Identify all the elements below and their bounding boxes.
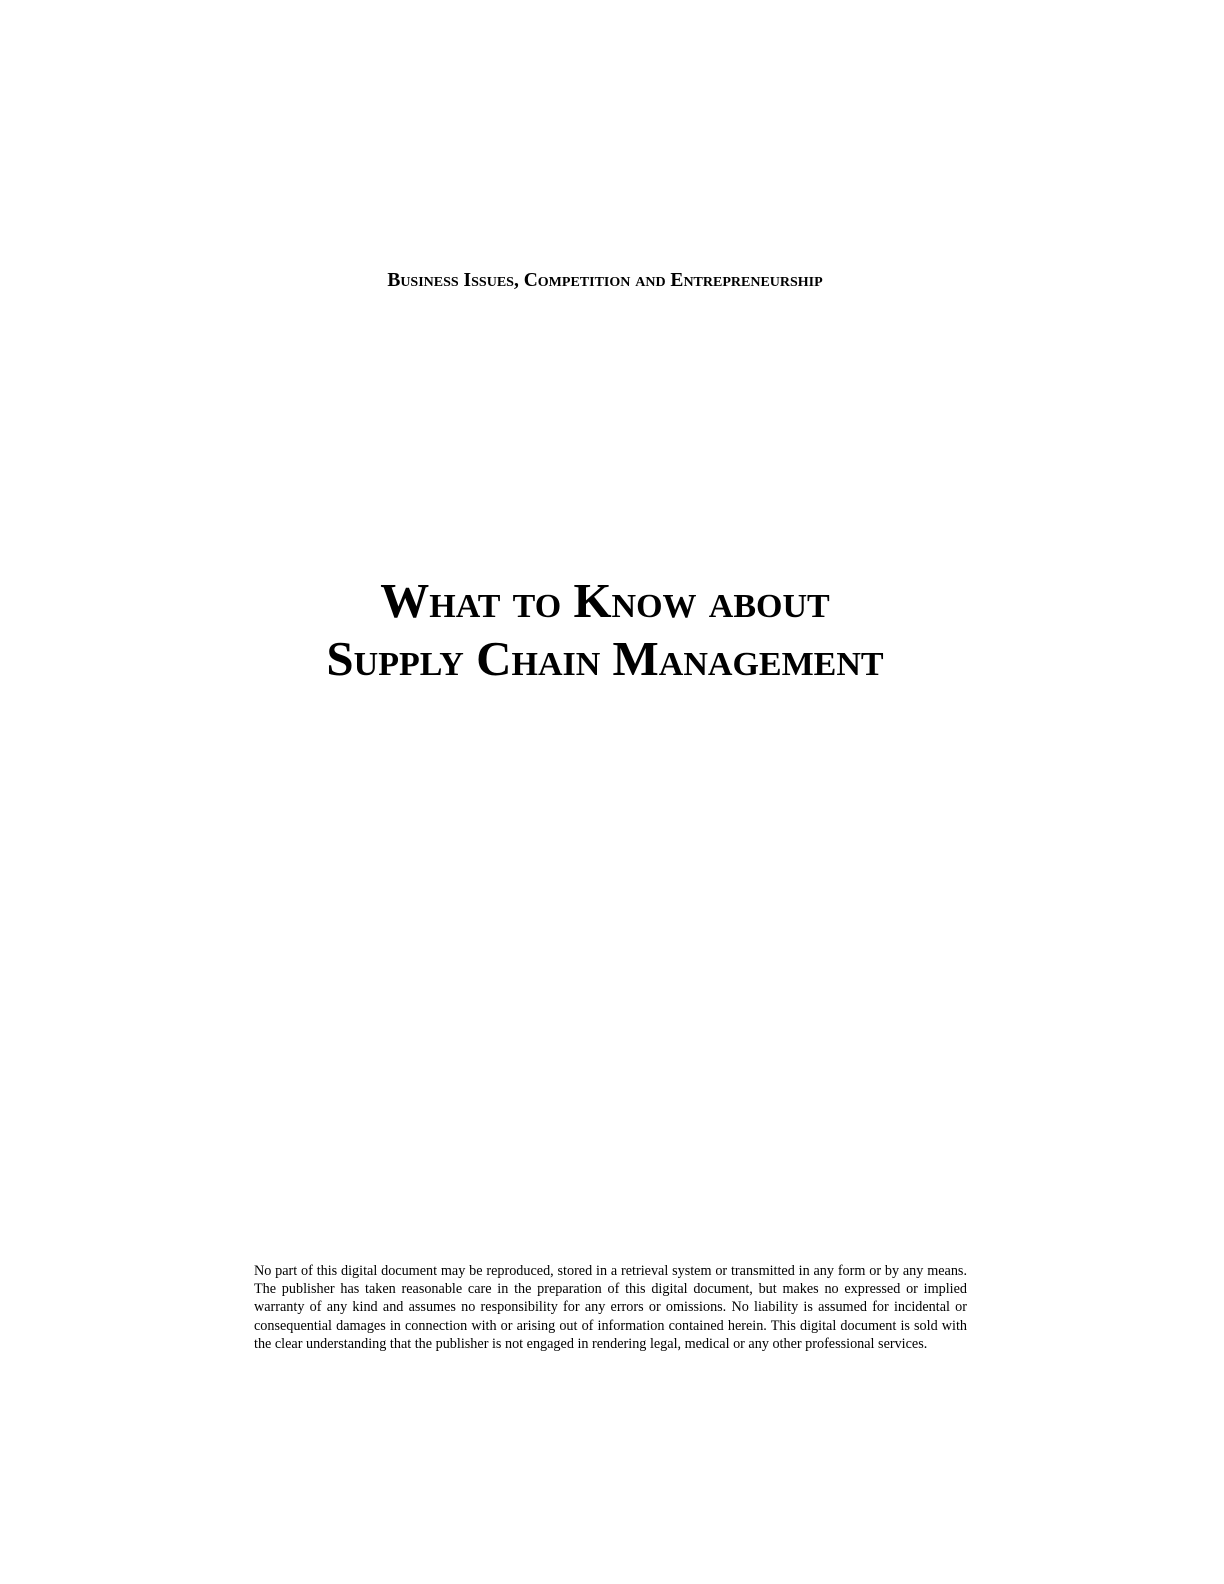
- copyright-disclaimer: No part of this digital document may be reproduced, stored in a retrieval system or transmitted in any form or by any means. The publisher has taken reasonable care in the preparation of this digital document, but makes no expressed or implied warranty of any kind and assumes no responsibility for any errors or omissions. No liability is assumed for incidental or consequential damages in connection with or arising out of information contained herein. This digital document is sold with the clear understanding that the publisher is not engaged in rendering legal, medical or any other professional services.: [254, 1263, 967, 1352]
- book-title-line-2: Supply Chain Management: [326, 631, 884, 686]
- book-title-line-1: What to Know about: [380, 573, 830, 628]
- book-title: [0, 572, 1210, 688]
- series-title: Business Issues, Competition and Entrepreneurship: [387, 270, 823, 291]
